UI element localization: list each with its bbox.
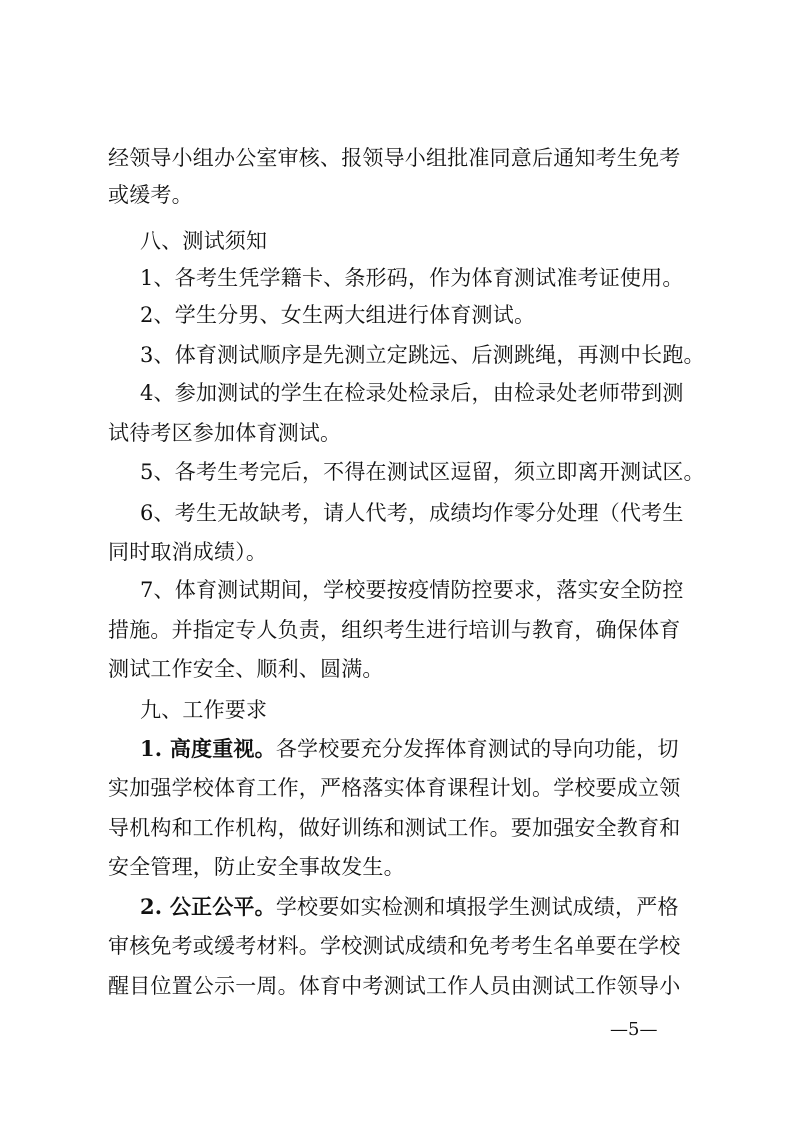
paragraph-line: 2、学生分男、女生两大组进行体育测试。 xyxy=(140,303,536,327)
paragraph-line: 或缓考。 xyxy=(108,183,193,207)
paragraph-line: 审核免考或缓考材料。学校测试成绩和免考考生名单要在学校 xyxy=(108,934,681,958)
paragraph-line: 1、各考生凭学籍卡、条形码，作为体育测试准考证使用。 xyxy=(140,266,684,290)
paragraph-line: 措施。并指定专人负责，组织考生进行培训与教育，确保体育 xyxy=(108,618,681,642)
paragraph-line: 经领导小组办公室审核、报领导小组批准同意后通知考生免考 xyxy=(108,146,681,170)
paragraph-line-item2 xyxy=(140,892,720,922)
paragraph-line: 试待考区参加体育测试。 xyxy=(108,421,342,445)
paragraph-line: 同时取消成绩）。 xyxy=(108,540,268,564)
paragraph-line: 醒目位置公示一周。体育中考测试工作人员由测试工作领导小 xyxy=(108,974,681,998)
section-heading-work-requirements: 九、工作要求 xyxy=(140,698,268,722)
page-number: —5— xyxy=(610,1019,658,1040)
bold-lead-high-attention: 1. 高度重视。 xyxy=(140,736,276,761)
bold-lead-fairness: 2. 公正公平。 xyxy=(140,894,276,919)
section-heading-test-notice: 八、测试须知 xyxy=(140,229,268,253)
paragraph-line: 4、参加测试的学生在检录处检录后，由检录处老师带到测 xyxy=(140,381,684,405)
paragraph-line: 测试工作安全、顺利、圆满。 xyxy=(108,657,384,681)
paragraph-line: 导机构和工作机构，做好训练和测试工作。要加强安全教育和 xyxy=(108,816,681,840)
paragraph-text: 学校要如实检测和填报学生测试成绩，严格 xyxy=(275,895,679,919)
paragraph-line: 安全管理，防止安全事故发生。 xyxy=(108,855,405,879)
paragraph-line: 3、体育测试顺序是先测立定跳远、后测跳绳，再测中长跑。 xyxy=(140,343,705,367)
paragraph-line: 5、各考生考完后，不得在测试区逗留，须立即离开测试区。 xyxy=(140,460,705,484)
paragraph-line: 7、体育测试期间，学校要按疫情防控要求，落实安全防控 xyxy=(140,578,684,602)
paragraph-text: 各学校要充分发挥体育测试的导向功能，切 xyxy=(275,737,679,761)
paragraph-line: 6、考生无故缺考，请人代考，成绩均作零分处理（代考生 xyxy=(140,501,684,525)
paragraph-line: 实加强学校体育工作，严格落实体育课程计划。学校要成立领 xyxy=(108,776,681,800)
paragraph-line-item1 xyxy=(140,734,720,764)
